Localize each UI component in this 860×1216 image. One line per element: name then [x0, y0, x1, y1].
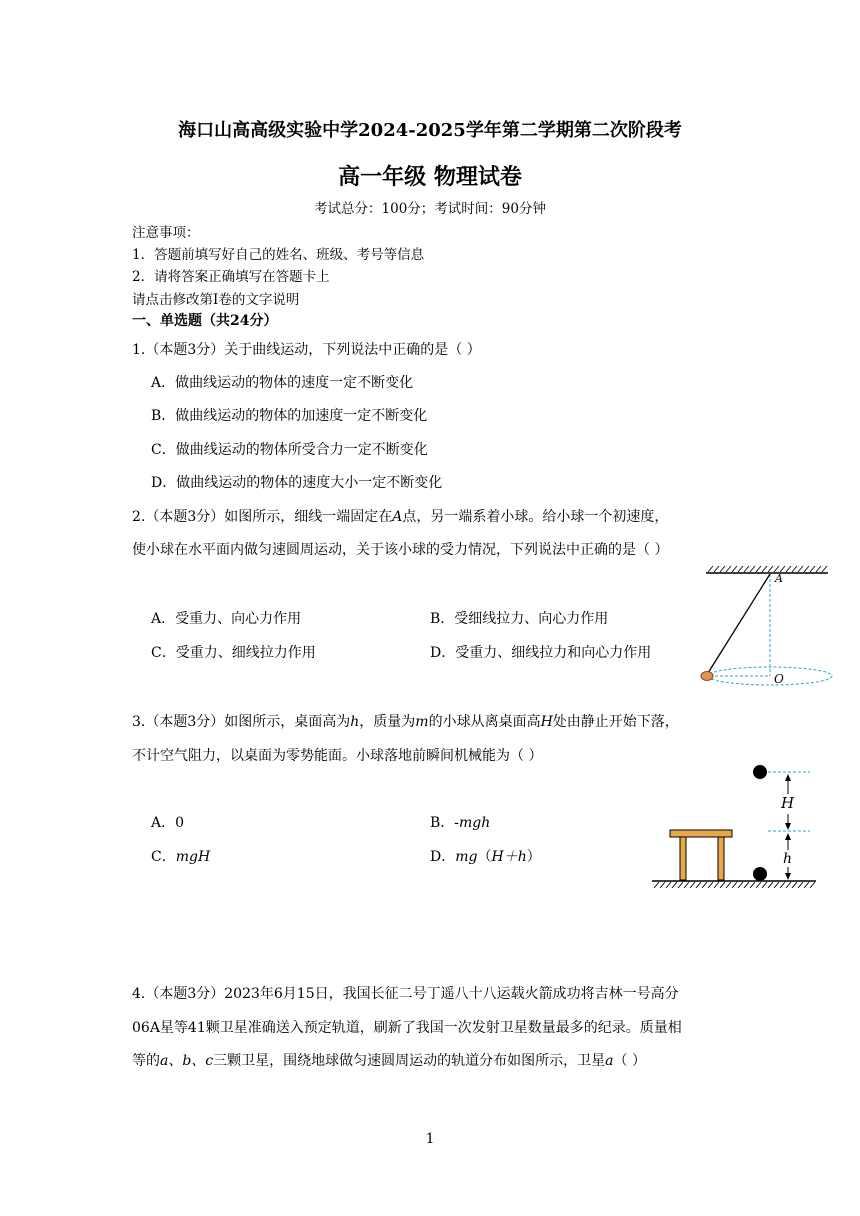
label-a: A: [775, 572, 783, 585]
q3-option-b: [430, 812, 490, 832]
q4-vars: a、b、c: [160, 1053, 214, 1069]
q3-stem-line1: [132, 711, 679, 731]
q4-text-b: 三颗卫星，围绕地球做匀速圆周运动的轨道分布如图所示，卫星: [213, 1053, 606, 1069]
h-arrowhead-up: [785, 833, 791, 840]
h-arrowhead-down: [785, 873, 791, 880]
q1-stem: 1.（本题3分）关于曲线运动，下列说法中正确的是（ ）: [132, 342, 481, 358]
q3-stem-line2: 不计空气阻力，以桌面为零势能面。小球落地前瞬间机械能为（ ）: [132, 748, 543, 764]
q3-text-c: 的小球从离桌面高: [428, 714, 541, 730]
q3-option-d-label: D．: [430, 849, 456, 865]
label-H: H: [781, 794, 795, 812]
ceiling-hatch: [708, 566, 827, 572]
q3-text-d: 处由静止开始下落，: [552, 714, 679, 730]
q3-var-m: m: [415, 714, 429, 730]
q3-text-b: ，质量为: [359, 714, 416, 730]
q3-option-b-label: B．: [430, 815, 455, 831]
q4-text-c: （ ）: [613, 1053, 646, 1069]
q4-text-a: 等的: [132, 1053, 160, 1069]
H-arrowhead-up: [785, 774, 791, 781]
q3-option-c: [151, 846, 210, 866]
q2-stem-line1: [132, 506, 668, 526]
q3-var-h: h: [350, 714, 360, 730]
q4-var-a: a: [605, 1053, 614, 1069]
q4-line1: 4.（本题3分）2023年6月15日，我国长征二号丁遥八十八运载火箭成功将吉林一号高分: [132, 986, 679, 1002]
string-line: [708, 574, 770, 673]
ball-top-icon: [753, 765, 767, 779]
table-top: [670, 830, 732, 837]
q3-option-b-value: -mgh: [454, 815, 491, 831]
label-h: h: [783, 851, 793, 867]
school-title: 海口山高高级实验中学2024-2025学年第二学期第二次阶段考: [178, 120, 682, 141]
q2-var-a: A: [392, 509, 403, 525]
q3-var-H: H: [540, 714, 553, 730]
q3-option-d-close: ）: [526, 849, 541, 865]
q2-option-a: A．受重力、向心力作用: [151, 611, 302, 627]
q1-option-b: B．做曲线运动的物体的加速度一定不断变化: [151, 408, 428, 424]
q3-text-a: 3.（本题3分）如图所示，桌面高为: [132, 714, 351, 730]
H-arrowhead-down: [785, 823, 791, 830]
label-o: O: [774, 672, 784, 686]
q3-option-a: [151, 812, 184, 832]
ground-hatch: [654, 882, 815, 888]
notice-heading: 注意事项：: [132, 225, 200, 241]
paper-title: 高一年级 物理试卷: [338, 164, 522, 190]
q3-option-c-value: mgH: [175, 849, 211, 865]
q2-option-d: D．受重力、细线拉力和向心力作用: [430, 645, 652, 661]
page-number: 1: [425, 1131, 435, 1147]
q2-stem-line2: 使小球在水平面内做匀速圆周运动，关于该小球的受力情况，下列说法中正确的是（ ）: [132, 542, 669, 558]
q3-option-d-sum: H＋h: [491, 849, 527, 865]
notice-item-1: 1．答题前填写好自己的姓名、班级、考号等信息: [132, 247, 425, 263]
q3-option-d-mg: mg: [455, 849, 478, 865]
q1-option-a: A．做曲线运动的物体的速度一定不断变化: [151, 375, 414, 391]
q3-option-a-label: A．: [151, 815, 176, 831]
exam-info: 考试总分：100分；考试时间：90分钟: [314, 201, 546, 217]
section-heading: 一、单选题（共24分）: [132, 313, 278, 329]
q3-option-c-label: C．: [151, 849, 176, 865]
q2-stem-text-a: 2.（本题3分）如图所示，细线一端固定在: [132, 509, 393, 525]
q4-line3: [132, 1050, 646, 1070]
q2-option-c: C．受重力、细线拉力作用: [151, 645, 316, 661]
ball-bottom-icon: [753, 867, 767, 881]
edit-hint: 请点击修改第Ⅰ卷的文字说明: [132, 292, 300, 308]
table-leg-right: [718, 837, 724, 880]
q2-option-b: B．受细线拉力、向心力作用: [430, 611, 609, 627]
q3-option-d-open: （: [477, 849, 492, 865]
q1-option-d: D．做曲线运动的物体的速度大小一定不断变化: [151, 475, 443, 491]
table-leg-left: [680, 837, 686, 880]
ball-icon: [701, 672, 713, 681]
q1-option-c: C．做曲线运动的物体所受合力一定不断变化: [151, 442, 428, 458]
table-ball-figure: [648, 762, 820, 892]
q4-line2: 06A星等41颗卫星准确送入预定轨道，刷新了我国一次发射卫星数量最多的纪录。质量相: [132, 1020, 682, 1036]
q3-option-d: [430, 846, 541, 866]
q2-stem-text-b: 点，另一端系着小球。给小球一个初速度，: [402, 509, 669, 525]
notice-item-2: 2．请将答案正确填写在答题卡上: [132, 269, 330, 285]
q3-option-a-value: 0: [175, 815, 185, 831]
conical-pendulum-figure: [700, 562, 832, 690]
